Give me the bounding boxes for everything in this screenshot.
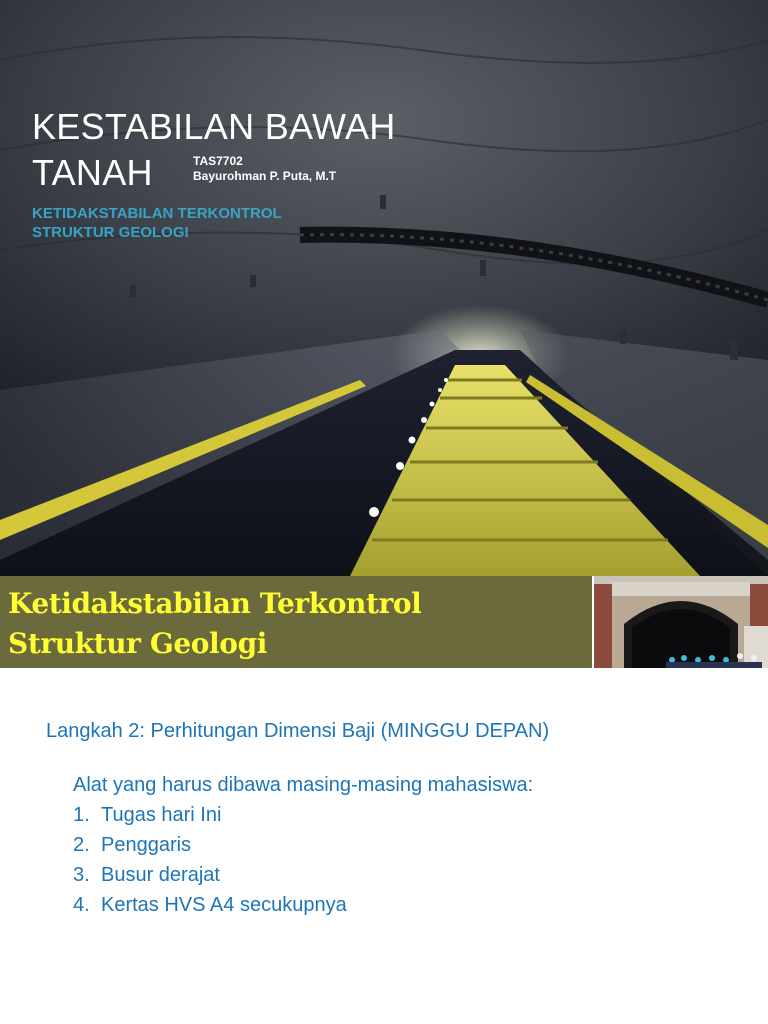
cover-title-line1: KESTABILAN BAWAH xyxy=(32,106,396,147)
list-item xyxy=(73,800,549,830)
cover-subtitle-line1: KETIDAKSTABILAN TERKONTROL xyxy=(32,205,282,222)
tools-intro: Alat yang harus dibawa masing-masing mahasiswa: xyxy=(73,774,534,796)
slide-content xyxy=(46,716,549,920)
slide-banner xyxy=(0,576,592,668)
list-item-number: 3. xyxy=(73,864,90,886)
list-item-number: 2. xyxy=(73,834,90,856)
list-item-text: Penggaris xyxy=(101,834,192,856)
banner-title-line2: Struktur Geologi xyxy=(8,627,267,660)
list-item xyxy=(73,830,549,860)
cover-title-line2: TANAH xyxy=(32,152,153,193)
list-item-number: 4. xyxy=(73,894,90,916)
list-item xyxy=(73,890,549,920)
tunnel-portal-image xyxy=(594,576,768,668)
lecturer-name: Bayurohman P. Puta, M.T xyxy=(193,169,337,183)
list-item-number: 1. xyxy=(73,804,90,826)
tools-list xyxy=(73,800,549,920)
cover-subtitle xyxy=(32,204,282,242)
list-item xyxy=(73,860,549,890)
course-meta xyxy=(193,154,336,184)
banner-title xyxy=(8,584,421,664)
list-item-text: Kertas HVS A4 secukupnya xyxy=(101,894,347,916)
list-item-text: Busur derajat xyxy=(101,864,220,886)
course-code: TAS7702 xyxy=(193,154,243,168)
banner-title-line1: Ketidakstabilan Terkontrol xyxy=(8,587,422,620)
step-heading: Langkah 2: Perhitungan Dimensi Baji (MINGGU DEPAN) xyxy=(46,720,550,742)
cover-subtitle-line2: STRUKTUR GEOLOGI xyxy=(32,224,189,241)
list-item-text: Tugas hari Ini xyxy=(101,804,222,826)
